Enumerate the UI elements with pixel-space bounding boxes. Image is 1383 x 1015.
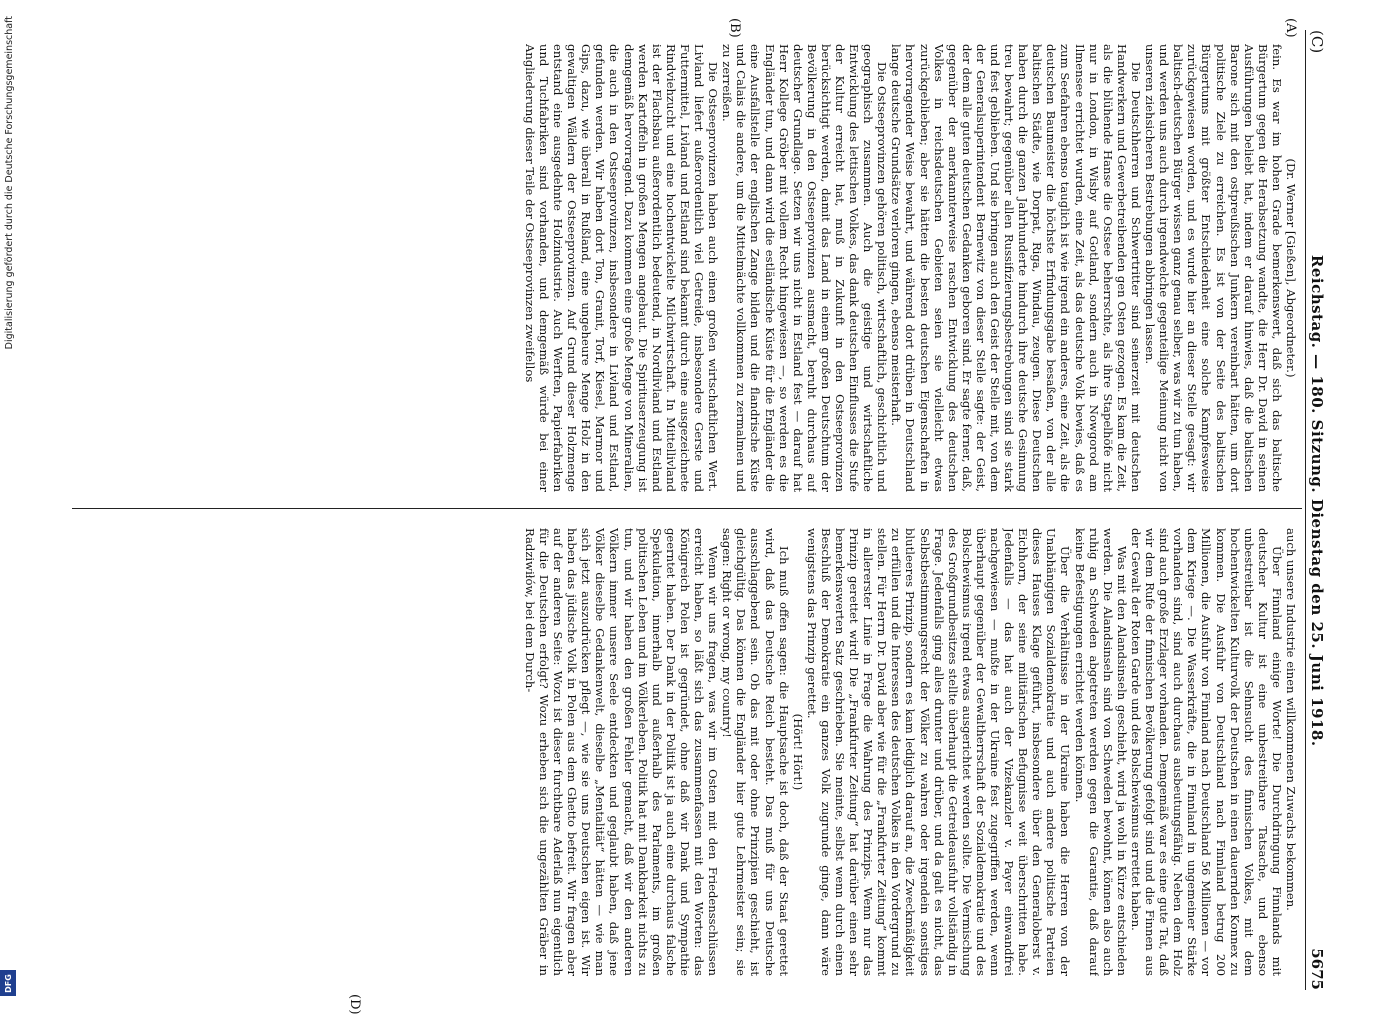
document-page <box>62 18 1342 1015</box>
paragraph: Ich muß offen sagen: die Hauptsache ist doch, daß der Staat gerettet wird, daß das Deutsche Reich besteht. Das muß für uns Deutsche ausschlaggebend sein. Ob das mit oder ohne Prinzipien geschieht, ist gleichgültig. Das können die Engländer hier gute Lehrmeister sein; sie sagen: Right or wrong, my country! <box>720 528 791 976</box>
column-marker-c: (C) <box>1308 30 1326 54</box>
page-header <box>1308 30 1342 990</box>
dfg-logo-text: DFG <box>3 973 13 993</box>
column-divider <box>72 508 1302 509</box>
margin-marker-b: (B) <box>727 18 742 38</box>
paragraph: Über Finnland einige Worte! Die Durchdringung Finnlands mit deutscher Kultur ist eine unbestreitbare Tatsache, und ebenso unbestreitbar ist die Sehnsucht des finnischen Volkes, mit dem hochentwickelten Kulturvolk der Deutschen in einen dauernden Konnex zu kommen. Die Ausfuhr von Deutschland nach Finnland betrug 200 Millionen, die Ausfuhr von Finnland nach Deutschland 56 Millionen — vor dem Kriege —. Die Wasserkräfte, die in Finnland in ungemeiner Stärke vorhanden sind, sind auch durchaus ausbeutungsfähig. Neben dem Holz sind auch große Erzlager vorhanden. Demgemäß war es eine gute Tat, daß wir dem Rufe der finnischen Bevölkerung gefolgt sind und die Finnen aus der Gewalt der Roten Garde und des Bolschewismus errettet haben. <box>1128 528 1284 976</box>
right-column <box>72 528 1298 976</box>
interjection: (Hört! Hört!) <box>790 713 805 791</box>
header-rule <box>1305 30 1306 990</box>
paragraph: fein. Es war im hohen Grade bemerkenswert, daß sich das baltische Bürgertum gegen die Herabsetzung wandte, die Herr Dr. David in seinen Ausführungen beliebt hat, indem er darauf hinwies, daß die baltischen Barone sich mit den ostpreußischen Junkern vereinbart hätten, um dort politische Ziele zu erreichen. Es ist von der Seite des baltischen Bürgertums mit größter Entschiedenheit eine solche Kampfesweise zurückgewiesen worden, und es wurde hier an dieser Stelle gesagt: wir baltisch-deutschen Bürger wissen ganz genau selber, was wir zu tun haben, und werden uns auch durch irgendwelche gegenteilige Meinung nicht von unseren ziehsicheren Bestrebungen abbringen lassen. <box>1143 44 1284 492</box>
paragraph: Die Ostseeprovinzen gehören politisch, wirtschaftlich, geschichtlich und geographisch zusammen. Auch die geistige und wirtschaftliche Entwicklung des lettischen Volkes, das dank deutschen Einflusses die Stufe der Kultur erreicht hat, muß in Zukunft in den Ostseeprovinzen berücksichtigt werden, damit das Land in einem großen Deutschtum der Bevölkerung in den Ostseeprovinzen ausmacht, beruht durchaus auf deutscher Grundlage. Setzen wir uns nicht in Estland fest — darauf hat Herr Kollege Gröber mit vollem Recht hingewiesen —, so werden es die Engländer tun, und dann wird die estländische Küste für die Engländer die eine Ausfallstelle der englischen Zange bilden und die flandrische Küste und Calais die andere, um die Mittelmächte vollkommen zu zermalmen und zu zerreißen. <box>720 44 890 492</box>
credit-text: Digitalisierung gefördert durch die Deutsche Forschungsgemeinschaft <box>4 16 15 350</box>
margin-marker-d: (D) <box>347 994 362 1015</box>
paragraph: Was mit den Alandsinseln geschieht, wird ja wohl in Kürze entschieden werden. Die Alandsinseln sind von Schweden bewohnt, können also auch ruhig an Schweden abgetreten werden gegen die Garantie, daß darauf keine Befestigungen errichtet werden können. <box>1072 528 1129 976</box>
paragraph: Die Ostseeprovinzen haben auch einen großen wirtschaftlichen Wert. Livland liefert außerordentlich viel Getreide, insbesondere Gerste und Futtermittel, Livland und Estland sind bekannt durch eine ausgezeichnete Rindviehzucht und eine hochentwickelte Milchwirtschaft. In Mittellivland ist der Flachsbau außerordentlich bedeutend, in Nordlivland und Estland werden Kartoffeln in großen Mengen angebaut. Die Spirituserzeugung ist demgemäß hervorragend. Dazu kommen eine große Menge von Mineralien, die auch in den Ostseeprovinzen, insbesondere in Livland und Estland, gefunden werden. Wir haben dort Ton, Granit, Torf, Kiesel, Marmor und Gips, dazu, wie überall in Rußland, eine ungeheure Menge Holz in den gewaltigen Wäldern der Ostseeprovinzen. Auf Grund dieser Holzmenge entstand eine ausgedehnte Holzindustrie. Auch Werften, Papierfabriken und Tuchfabriken sind vorhanden, und demgemäß würde bei einer Angliederung dieser Teile der Ostseeprovinzen zweifellos <box>522 44 721 492</box>
dfg-logo <box>0 970 16 996</box>
speaker-line: (Dr. Werner [Gießen], Abgeordneter.) <box>1284 158 1298 378</box>
paragraph: Wenn wir uns fragen, was wir im Osten mit den Friedensschlüssen erreicht haben, so läßt sich das zusammenfassen mit den Worten: das Königreich Polen ist gegründet, ohne daß wir Dank und Sympathie geerntet haben. Der Dank in der Politik ist ja auch eine durchaus falsche Spekulation, innerhalb und außerhalb des Parlaments, im großen politischen Leben und im Völkerleben. Politik hat mit Dankbarkeit nichts zu tun, und wir haben den großen Fehler gemacht, daß wir den anderen Völkern immer unsere Seele entdeckten und geglaubt haben, daß jene Völker dieselbe Gedankenwelt, dieselbe „Mentalität“ hätten — wie man sich jetzt auszudrücken pflegt —, wie sie uns Deutschen eigen ist. Wir haben das jüdische Volk in Polen aus dem Ghetto befreit. Wir fragen aber auf der anderen Seite: Wozu ist dieser furchtbare Aderlaß nun eigentlich für die Deutschen erfolgt? Wozu erheben sich die ungezählten Gräber in Radziwiłów, bei dem Durch- <box>522 528 721 976</box>
paragraph: auch unsere Industrie einen willkommenen Zuwachs bekommen. <box>1284 528 1298 911</box>
paragraph: Die Deutschherren und Schwertritter sind seinerzeit mit deutschen Handwerkern und Gewerbetreibenden gen Osten gezogen. Es kam die Zeit, als die blühende Hanse die Ostsee beherrschte, als ihre Stapelhöfe nicht nur in London, in Wisby auf Gotland, sondern auch in Nowgorod am Ilmensee errichtet wurden, eine Zeit, als das deutsche Volk bewies, daß es zum Seefahren ebenso tauglich ist wie irgend ein anderes, eine Zeit, als die deutschen Baumeister die höchste Erfindungsgabe besaßen, von der alle baltischen Städte, wie Dorpat, Riga, Windau, zeugen. Diese Deutschen haben durch die ganzen Jahrhunderte hindurch ihre deutsche Gesinnung treu bewahrt; gegenüber allen Russifizierungsbestrebungen sind sie stark und fest geblieben. Und sie bringen auch den Geist der Stelle mit, von dem der Generalsuperintendent Bernewitz von dieser Stelle sagte: der Geist, der dem alle guten deutschen Gedanken geboren sind. Er sagte ferner, daß, gegenüber der anerkannterweise raschen Entwicklung des deutschen Volkes in reichsdeutschen Gebieten seien sie vielleicht etwas zurückgeblieben; aber sie hätten die besten deutschen Eigenschaften in hervorragender Weise bewahrt, und während dort drüben in Deutschland lange deutsche Grundsätze verloren gingen, ebenso meisterhaft. <box>889 44 1143 492</box>
left-column <box>72 44 1298 492</box>
margin-marker-a: (A) <box>1283 18 1298 38</box>
paragraph: Über die Verhältnisse in der Ukraine haben die Herren von der Unabhängigen Sozialdemokratie und auch andere politische Parteien dieses Hauses Klage geführt, insbesondere über den Generaloberst v. Eichhorn, der seine militärischen Befugnisse weit überschritten habe. Jedenfalls — das hat auch der Vizekanzler v. Payer einwandfrei nachgewiesen — mußte in der Ukraine fest zugegriffen werden, wenn überhaupt gegenüber der Gewaltherrschaft der Sozialdemokratie und des Bolschewismus irgend etwas ausgerichtet werden sollte. Die Vermischung des Großgrundbesitzes stellte überhaupt die Getreideausfuhr vollständig in Frage. Jedenfalls ging alles drunter und drüber, und da galt es nicht, das Selbstbestimmungsrecht der Völker zu wahren oder irgendein sonstiges blutleeres Prinzip, sondern es kam lediglich darauf an, die Zweckmäßigkeit zu erfüllen und die Interessen des deutschen Volkes in den Vordergrund zu stellen. Für Herrn Dr. David aber wie für die „Frankfurter Zeitung“ kommt in allererster Linie in Frage die Wahrung des Prinzips. Wenn nur das Prinzip gerettet wird! Die „Frankfurter Zeitung“ hat darüber einen sehr bemerkenswerten Satz geschrieben. Sie meinte, selbst wenn durch einen Beschluß der Demokratie ein ganzes Volk zugrunde ginge, dann wäre wenigstens das Prinzip gerettet. <box>804 528 1073 976</box>
page-number: 5675 <box>1308 948 1326 990</box>
page-title: Reichstag. — 180. Sitzung. Dienstag den 25. Juni 1918. <box>1308 254 1326 747</box>
digitization-credit <box>2 16 16 986</box>
